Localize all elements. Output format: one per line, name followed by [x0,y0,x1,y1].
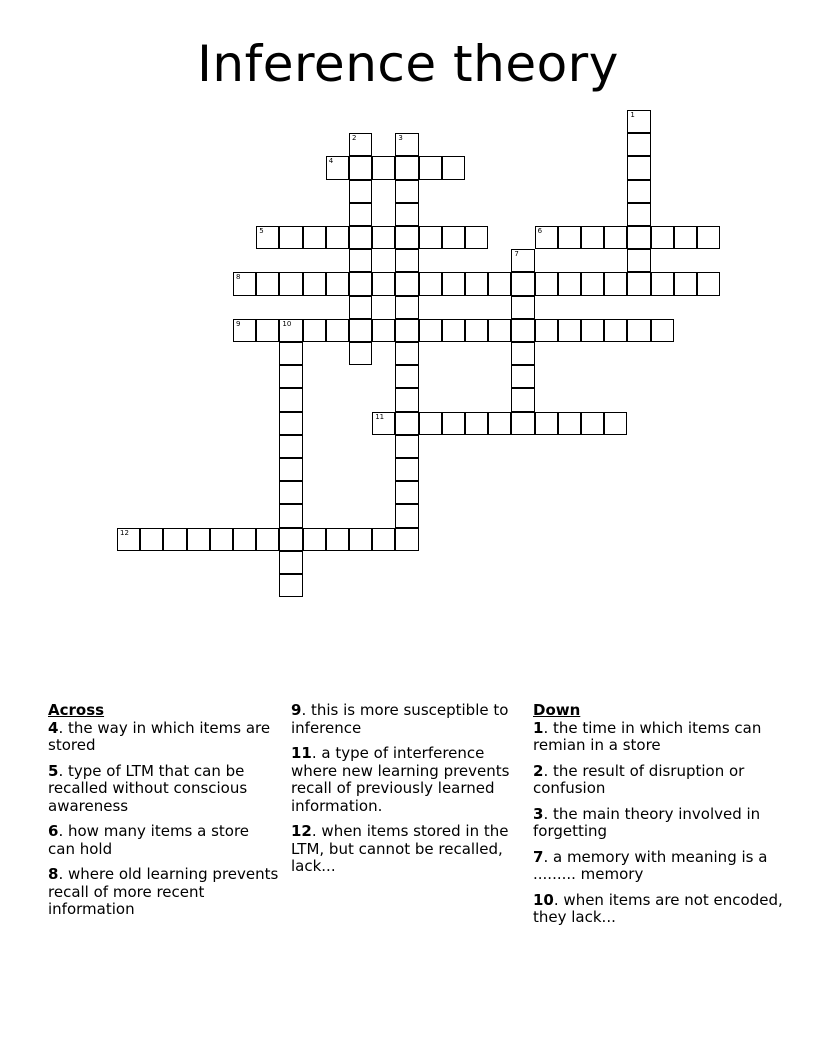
grid-cell[interactable] [627,110,650,133]
cell-number: 5 [259,227,264,235]
grid-cell[interactable] [349,319,372,342]
grid-cell[interactable] [326,319,349,342]
grid-cell[interactable] [697,272,720,295]
grid-cell[interactable] [535,412,558,435]
clue-down-1: 1. the time in which items can remian in a store [533,718,762,754]
grid-cell[interactable] [303,226,326,249]
clue-across-5: 5. type of LTM that can be recalled without conscious awareness [48,761,248,815]
grid-cell[interactable] [581,319,604,342]
grid-cell[interactable] [604,226,627,249]
grid-cell[interactable] [395,342,418,365]
grid-cell[interactable] [395,458,418,481]
clue-number: 7 [533,847,544,866]
grid-cell[interactable] [233,528,256,551]
clue-number: 3 [533,804,544,823]
grid-cell[interactable] [511,272,534,295]
clue-text: how many items a store can hold [48,822,250,858]
grid-cell[interactable] [511,412,534,435]
clue-text: the time in which items can remian in a store [533,718,762,754]
clue-text: the main theory involved in forgetting [533,804,761,840]
grid-cell[interactable] [627,226,650,249]
grid-cell[interactable] [279,551,302,574]
grid-cell[interactable] [465,226,488,249]
grid-cell[interactable] [326,272,349,295]
grid-cell[interactable] [651,319,674,342]
clue-number: 6 [48,822,59,840]
grid-cell[interactable] [419,226,442,249]
grid-cell[interactable] [303,319,326,342]
grid-cell[interactable] [279,481,302,504]
grid-cell[interactable] [558,272,581,295]
grid-cell[interactable] [558,412,581,435]
across-clues-column [48,702,280,927]
grid-cell[interactable] [511,342,534,365]
grid-cell[interactable] [279,342,302,365]
grid-cell[interactable] [256,528,279,551]
puzzle-title: Inference theory [197,35,619,93]
grid-cell[interactable] [349,249,372,272]
clue-down-3: 3. the main theory involved in forgetting [533,804,761,840]
grid-cell[interactable] [419,319,442,342]
grid-cell[interactable] [627,272,650,295]
clue-across-4: 4. the way in which items are stored [48,718,271,754]
clue-text: a memory with meaning is a ......... memory [533,847,768,883]
grid-cell[interactable] [419,272,442,295]
grid-cell[interactable] [279,435,302,458]
clue-number: 8 [48,865,59,883]
grid-cell[interactable] [419,156,442,179]
grid-cell[interactable] [442,156,465,179]
clue-across-12: 12. when items stored in the LTM, but cannot be recalled, lack... [291,822,509,875]
grid-cell[interactable] [511,388,534,411]
grid-cell[interactable] [511,319,534,342]
grid-cell[interactable] [627,180,650,203]
grid-cell[interactable] [349,272,372,295]
grid-cell[interactable] [442,319,465,342]
clue-number: 4 [48,718,59,737]
grid-cell[interactable] [488,412,511,435]
grid-cell[interactable] [349,180,372,203]
grid-cell[interactable] [651,226,674,249]
grid-cell[interactable] [349,226,372,249]
grid-cell[interactable] [465,319,488,342]
grid-cell[interactable] [511,296,534,319]
clue-text: this is more susceptible to inference [291,701,509,737]
grid-cell[interactable] [627,319,650,342]
grid-cell[interactable] [511,365,534,388]
grid-cell[interactable] [395,180,418,203]
clue-text: when items are not encoded, they lack... [533,890,783,926]
down-heading: Down [533,701,581,719]
grid-cell[interactable] [674,272,697,295]
clue-text: the result of disruption or confusion [533,761,745,797]
grid-cell[interactable] [627,249,650,272]
grid-cell[interactable] [140,528,163,551]
grid-cell[interactable] [210,528,233,551]
grid-cell[interactable] [395,296,418,319]
grid-cell[interactable] [697,226,720,249]
grid-cell[interactable] [279,574,302,597]
cell-number: 8 [236,273,241,282]
grid-cell[interactable] [651,272,674,295]
clue-across-9: 9. this is more susceptible to inference [291,701,509,737]
clue-across-6: 6. how many items a store can hold [48,822,250,858]
grid-cell[interactable] [303,272,326,295]
grid-cell[interactable] [442,272,465,295]
grid-cell[interactable] [395,388,418,411]
across-heading: Across [48,701,105,719]
grid-cell[interactable] [604,272,627,295]
cell-number: 1 [630,111,635,119]
grid-cell[interactable] [256,272,279,295]
grid-cell[interactable] [581,226,604,249]
grid-cell[interactable] [163,528,186,551]
grid-cell[interactable] [581,272,604,295]
grid-cell[interactable] [442,226,465,249]
clue-text: the way in which items are stored [48,718,271,754]
grid-cell[interactable] [117,528,140,551]
grid-cell[interactable] [279,528,302,551]
cell-number: 4 [328,157,334,166]
grid-cell[interactable] [372,226,395,249]
grid-cell[interactable] [349,156,372,179]
grid-cell[interactable] [488,319,511,342]
grid-cell[interactable] [395,203,418,226]
grid-cell[interactable] [465,272,488,295]
grid-cell[interactable] [627,133,650,156]
grid-cell[interactable] [581,412,604,435]
grid-cell[interactable] [326,156,349,179]
grid-cell[interactable] [558,226,581,249]
grid-cell[interactable] [395,481,418,504]
clue-number: 12 [291,822,312,840]
across-clues-column-2 [291,702,523,884]
clue-number: 2 [533,761,544,780]
grid-cell[interactable] [395,249,418,272]
cell-number: 9 [236,319,241,328]
grid-cell[interactable] [326,226,349,249]
clue-number: 10 [533,890,554,909]
grid-cell[interactable] [535,319,558,342]
grid-cell[interactable] [395,133,418,156]
grid-cell[interactable] [535,272,558,295]
cell-number: 11 [375,412,385,421]
grid-cell[interactable] [395,528,418,551]
grid-cell[interactable] [627,203,650,226]
clue-number: 9 [291,701,302,719]
clue-number: 1 [533,718,544,737]
grid-cell[interactable] [279,319,302,342]
grid-cell[interactable] [279,412,302,435]
grid-cell[interactable] [372,412,395,435]
grid-cell[interactable] [395,156,418,179]
cell-number: 7 [514,250,519,259]
clue-text: a type of interference where new learning prevents recall of previously learned information. [291,744,510,815]
grid-cell[interactable] [349,528,372,551]
grid-cell[interactable] [372,156,395,179]
clue-number: 11 [291,744,312,762]
grid-cell[interactable] [372,319,395,342]
grid-cell[interactable] [627,156,650,179]
grid-cell[interactable] [395,504,418,527]
down-clues-column [533,702,783,935]
cell-number: 2 [352,134,357,143]
grid-cell[interactable] [279,226,302,249]
grid-cell[interactable] [372,272,395,295]
grid-cell[interactable] [372,528,395,551]
clue-text: where old learning prevents recall of more recent information [48,865,279,918]
cell-number: 10 [282,319,292,328]
grid-cell[interactable] [558,319,581,342]
grid-cell[interactable] [488,272,511,295]
grid-cell[interactable] [303,528,326,551]
grid-cell[interactable] [395,319,418,342]
clue-number: 5 [48,761,59,780]
grid-cell[interactable] [442,412,465,435]
grid-cell[interactable] [279,272,302,295]
clue-across-8: 8. where old learning prevents recall of more recent information [48,865,279,918]
cell-number: 12 [120,528,129,537]
grid-cell[interactable] [535,226,558,249]
cell-number: 3 [398,134,403,143]
grid-cell[interactable] [279,365,302,388]
grid-cell[interactable] [349,296,372,319]
grid-cell[interactable] [256,226,279,249]
clue-down-2: 2. the result of disruption or confusion [533,761,745,797]
grid-cell[interactable] [419,412,442,435]
grid-cell[interactable] [395,226,418,249]
grid-cell[interactable] [279,458,302,481]
grid-cell[interactable] [395,435,418,458]
grid-cell[interactable] [279,504,302,527]
grid-cell[interactable] [395,272,418,295]
grid-cell[interactable] [256,319,279,342]
grid-cell[interactable] [187,528,210,551]
grid-cell[interactable] [395,412,418,435]
clue-down-7: 7. a memory with meaning is a ......... memory [533,847,768,883]
grid-cell[interactable] [326,528,349,551]
grid-cell[interactable] [465,412,488,435]
grid-cell[interactable] [233,272,256,295]
grid-cell[interactable] [511,249,534,272]
grid-cell[interactable] [349,203,372,226]
clue-text: when items stored in the LTM, but cannot be recalled, lack... [291,822,509,875]
clue-across-11: 11. a type of interference where new learning prevents recall of previously learned information. [291,744,510,815]
clue-down-10: 10. when items are not encoded, they lack... [533,890,783,926]
grid-cell[interactable] [604,412,627,435]
grid-cell[interactable] [604,319,627,342]
grid-cell[interactable] [395,365,418,388]
grid-cell[interactable] [233,319,256,342]
grid-cell[interactable] [349,342,372,365]
cell-number: 6 [537,227,543,235]
grid-cell[interactable] [279,388,302,411]
grid-cell[interactable] [674,226,697,249]
grid-cell[interactable] [349,133,372,156]
clue-text: type of LTM that can be recalled without conscious awareness [48,761,248,815]
